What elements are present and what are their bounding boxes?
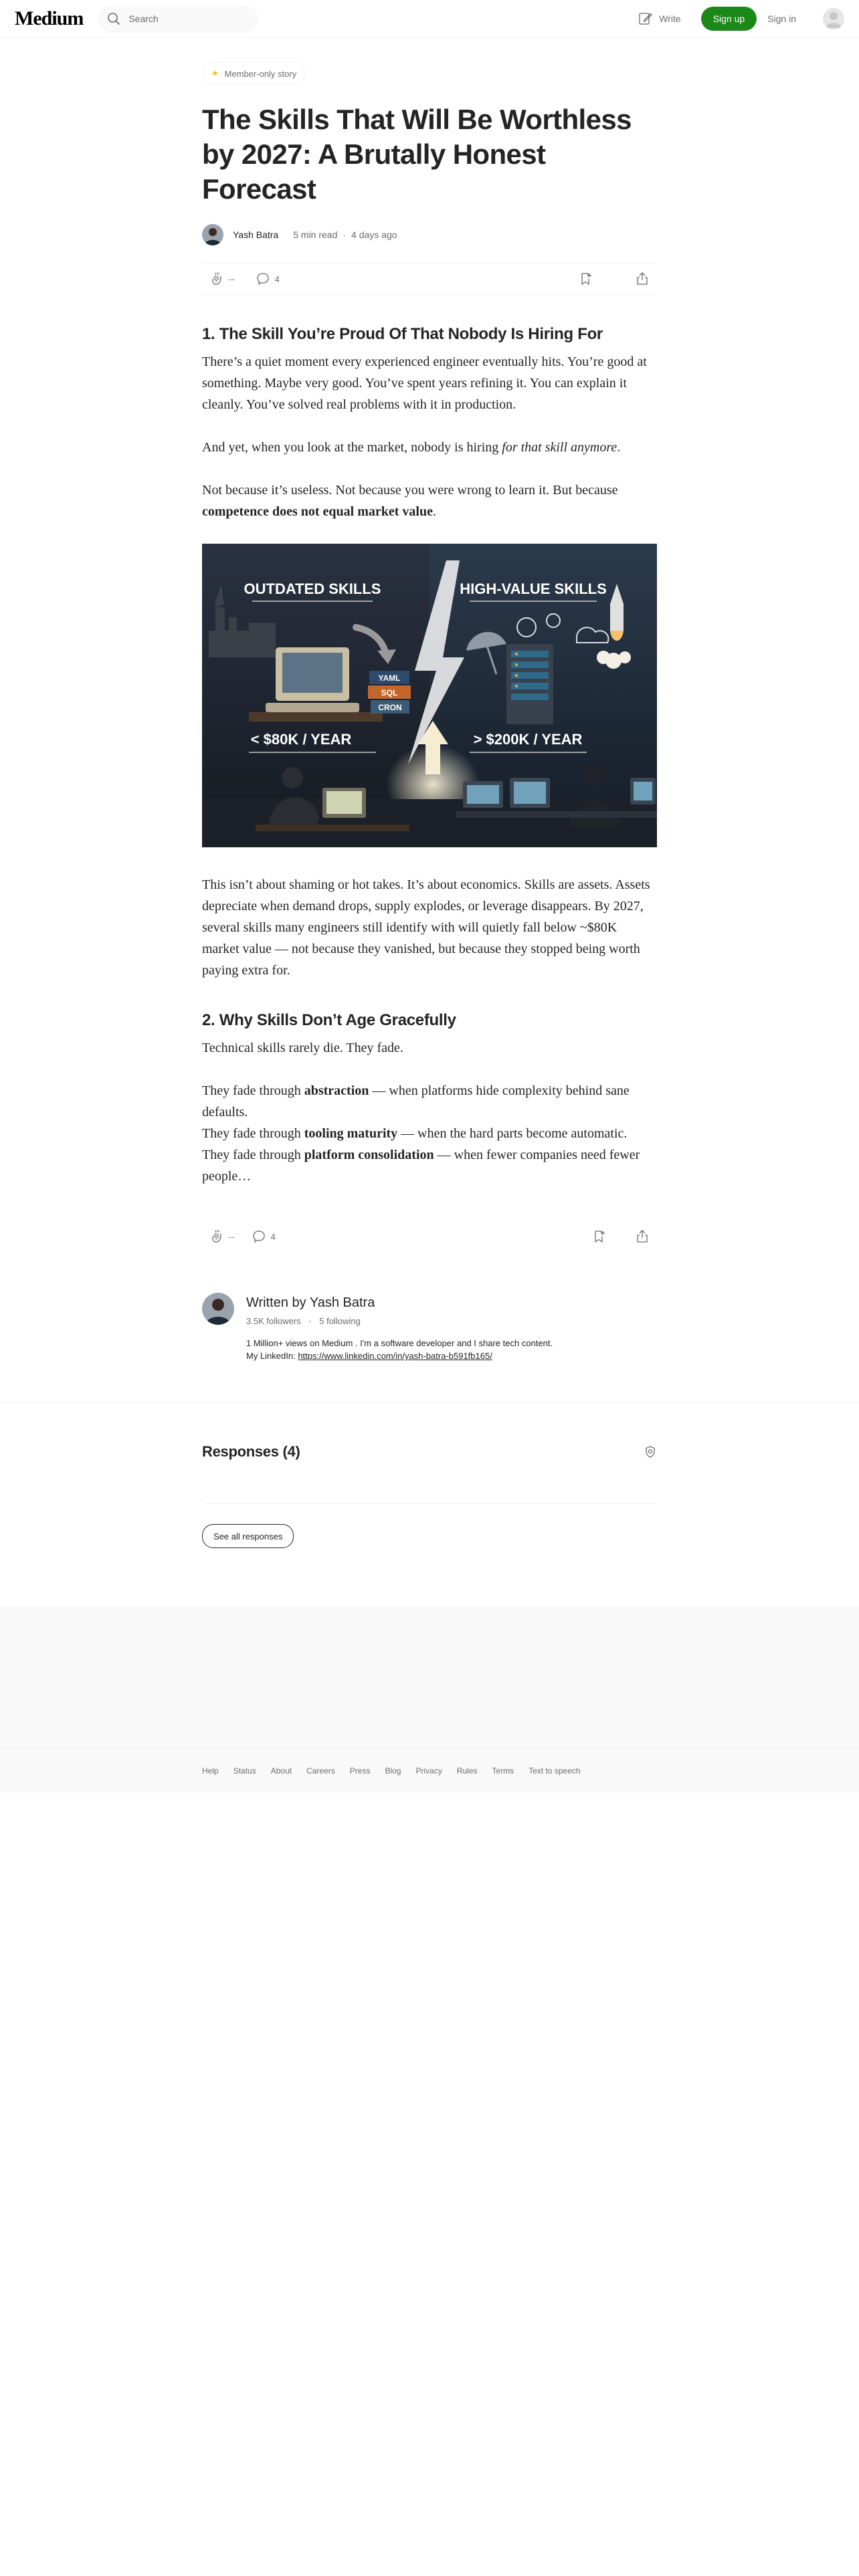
see-all-responses-button[interactable]: See all responses (202, 1524, 294, 1548)
responses-divider (202, 1503, 657, 1504)
book-label-1: YAML (378, 673, 401, 683)
top-navigation-bar (0, 0, 859, 38)
following-count[interactable]: 5 following (319, 1316, 361, 1326)
separator-dot: · (308, 1316, 312, 1326)
paragraph-fade-3: They fade through platform consolidation — when fewer companies need fewer people… (202, 1148, 640, 1184)
clap-icon (209, 1228, 225, 1245)
clap-count: -- (229, 1231, 235, 1242)
responses-section (202, 1443, 657, 1548)
illustration-right-heading: HIGH-VALUE SKILLS (460, 580, 607, 597)
clap-icon (209, 271, 225, 287)
book-label-3: CRON (378, 703, 402, 712)
paragraph-1: There’s a quiet moment every experienced engineer eventually hits. You’re good at something. Maybe very good. You’ve spent years refining it. You can explain it cleanly. You’ve solved real problems with it in production. (202, 354, 647, 412)
sign-in-link[interactable]: Sign in (767, 13, 796, 24)
footer-link-careers[interactable]: Careers (306, 1765, 335, 1776)
author-avatar-large[interactable] (202, 1293, 234, 1325)
illustration-right-salary: > $200K / YEAR (473, 731, 583, 748)
write-icon (638, 11, 654, 27)
written-by[interactable]: Written by Yash Batra (246, 1295, 375, 1310)
author-card (202, 1293, 657, 1362)
star-icon: ✦ (211, 68, 219, 80)
bookmark-add-icon[interactable] (578, 271, 594, 287)
member-only-badge (202, 62, 305, 85)
author-bio (246, 1337, 553, 1362)
published-date: 4 days ago (351, 229, 397, 240)
paragraph-fade-1: They fade through abstraction — when platforms hide complexity behind sane defaults. (202, 1083, 630, 1119)
book-label-2: SQL (381, 688, 398, 697)
search-icon (106, 11, 122, 27)
bookmark-add-icon[interactable] (591, 1228, 607, 1245)
paragraph-4: This isn’t about shaming or hot takes. It’s about economics. Skills are assets. Assets depreciate when demand drops, supply explodes, or leverage disappears. By 2027, several skills many engineers still identify with will quietly fall below ~$80K market value — not because they vanished, but because they stopped being worth paying extra for. (202, 877, 650, 978)
footer (0, 1747, 859, 1793)
share-icon[interactable] (634, 1228, 650, 1245)
footer-link-text-to-speech[interactable]: Text to speech (529, 1765, 581, 1776)
clap-button[interactable] (209, 1228, 235, 1245)
bold-text: tooling maturity (304, 1126, 398, 1141)
emphasis-text: for that skill anymore (502, 440, 617, 455)
medium-logo[interactable]: Medium (15, 7, 84, 29)
comment-icon (251, 1228, 267, 1245)
footer-link-rules[interactable]: Rules (456, 1765, 478, 1776)
article-illustration (202, 544, 657, 847)
top-action-bar (202, 263, 657, 295)
linkedin-link[interactable]: https://www.linkedin.com/in/yash-batra-b591fb165/ (298, 1351, 492, 1361)
bold-text: platform consolidation (304, 1148, 434, 1162)
author-name[interactable]: Yash Batra (233, 229, 279, 240)
author-stats (246, 1316, 553, 1326)
footer-link-privacy[interactable]: Privacy (415, 1765, 442, 1776)
comment-count: 4 (274, 274, 280, 284)
comment-icon (255, 271, 271, 287)
bio-line-1: 1 Million+ views on Medium . I'm a software developer and I share tech content. (246, 1338, 553, 1348)
user-avatar-icon[interactable] (823, 8, 844, 29)
bottom-action-bar (202, 1223, 657, 1250)
byline (202, 224, 657, 245)
footer-link-terms[interactable]: Terms (492, 1765, 514, 1776)
footer-link-blog[interactable]: Blog (385, 1765, 401, 1776)
section-divider (0, 1402, 859, 1403)
bio-line-2: My LinkedIn: https://www.linkedin.com/in/yash-batra-b591fb165/ (246, 1351, 492, 1361)
shield-icon[interactable] (644, 1445, 657, 1459)
sign-up-button[interactable]: Sign up (701, 7, 757, 31)
search-box[interactable] (98, 5, 258, 32)
footer-link-about[interactable]: About (270, 1765, 292, 1776)
clap-count: -- (229, 274, 235, 284)
footer-band (0, 1606, 859, 1747)
bold-text: abstraction (304, 1083, 369, 1098)
comments-button[interactable] (255, 271, 280, 287)
write-button[interactable] (638, 11, 680, 27)
comment-count: 4 (270, 1231, 276, 1242)
write-label: Write (659, 13, 681, 24)
bold-text: competence does not equal market value (202, 504, 433, 519)
paragraph-5: Technical skills rarely die. They fade. (202, 1041, 403, 1055)
read-time: 5 min read (293, 229, 338, 240)
article-title: The Skills That Will Be Worthless by 2027: A Brutally Honest Forecast (202, 104, 632, 205)
illustration-left-heading: OUTDATED SKILLS (244, 580, 381, 597)
comments-button[interactable] (251, 1228, 276, 1245)
footer-link-status[interactable]: Status (233, 1765, 256, 1776)
followers-count[interactable]: 3.5K followers (246, 1316, 301, 1326)
paragraph-3: Not because it’s useless. Not because you were wrong to learn it. But because competence does not equal market value. (202, 483, 618, 519)
author-avatar[interactable] (202, 224, 223, 245)
footer-link-press[interactable]: Press (349, 1765, 371, 1776)
clap-button[interactable] (209, 271, 235, 287)
separator-dot: · (343, 229, 347, 240)
section-heading-1: 1. The Skill You’re Proud Of That Nobody Is Hiring For (202, 325, 603, 343)
search-placeholder: Search (128, 13, 159, 24)
illustration-left-salary: < $80K / YEAR (250, 731, 352, 748)
article (202, 38, 657, 1362)
share-icon[interactable] (634, 271, 650, 287)
paragraph-fade-2: They fade through tooling maturity — when the hard parts become automatic. (202, 1126, 628, 1141)
member-only-label: Member-only story (224, 68, 297, 79)
paragraph-2: And yet, when you look at the market, nobody is hiring for that skill anymore. (202, 440, 621, 455)
footer-link-help[interactable]: Help (202, 1765, 219, 1776)
section-heading-2: 2. Why Skills Don’t Age Gracefully (202, 1011, 456, 1029)
responses-heading: Responses (4) (202, 1443, 300, 1460)
